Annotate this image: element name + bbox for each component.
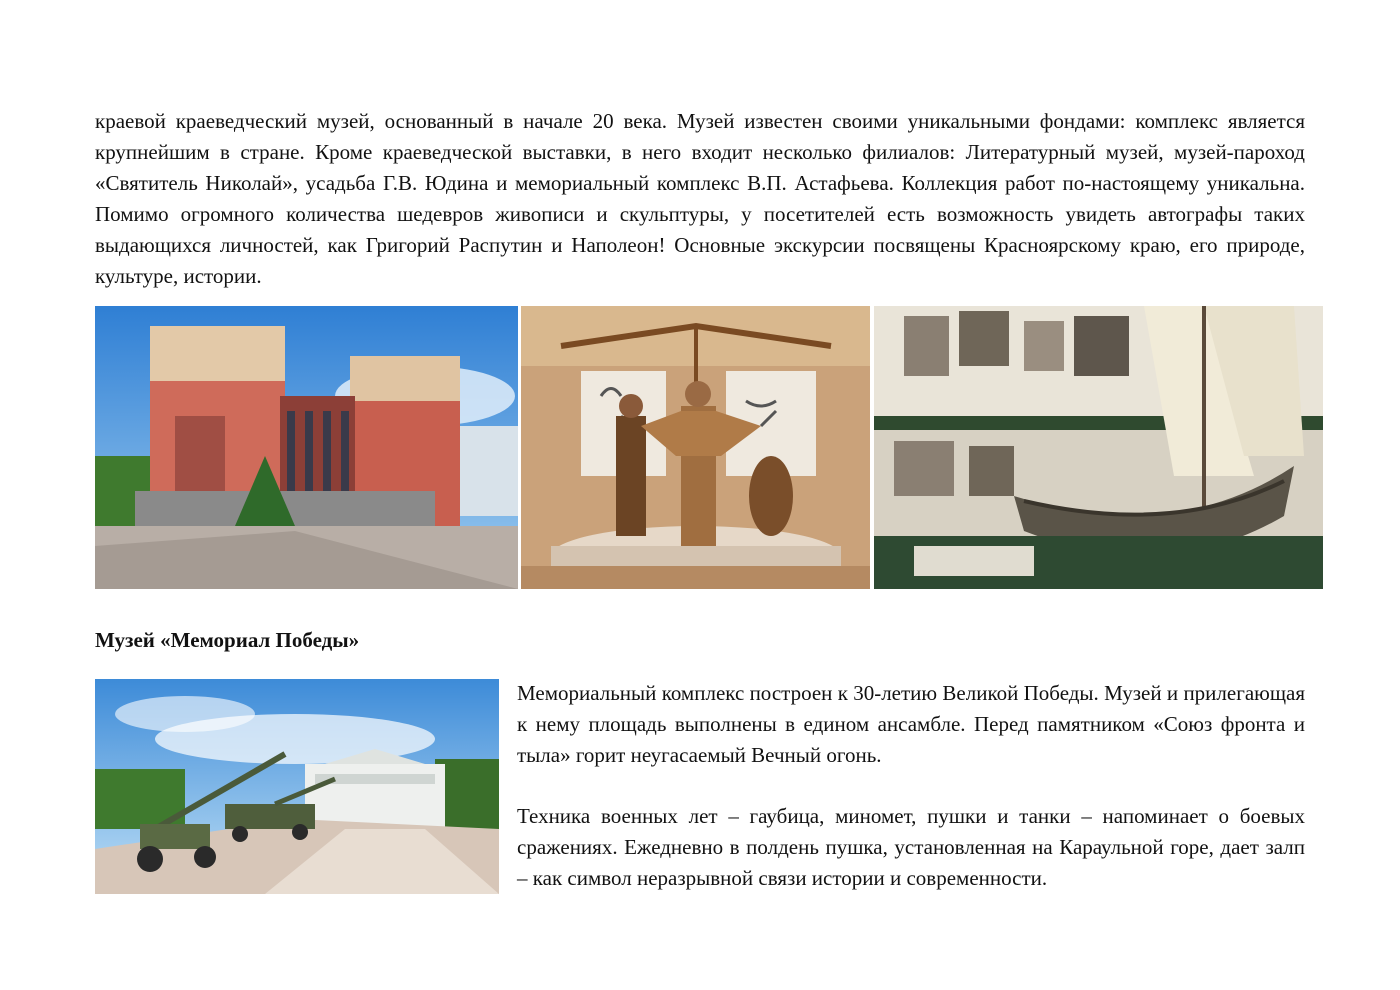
section-heading-victory-memorial: Музей «Мемориал Победы» xyxy=(95,628,360,652)
victory-memorial-paragraph-2: Техника военных лет – гаубица, миномет, пушки и танки – напоминает о боевых сражениях. Ежедневно в полдень пушка, установленная на Караульной горе, дает залп – как символ неразрывной связи истории и современности. xyxy=(517,804,1305,890)
ethnographic-exhibit-photo xyxy=(521,306,870,589)
museum-building-photo xyxy=(95,306,518,589)
museum-description-paragraph: краевой краеведческий музей, основанный в начале 20 века. Музей известен своими уникальными фондами: комплекс является крупнейшим в стране. Кроме краеведческой выставки, в него входит несколько филиалов: Литературный музей, музей-пароход «Святитель Николай», усадьба Г.В. Юдина и мемориальный комплекс В.П. Астафьева. Коллекция работ по-настоящему уникальна. Помимо огромного количества шедевров живописи и скульптуры, у посетителей есть возможность увидеть автографы таких выдающихся личностей, как Григорий Распутин и Наполеон! Основные экскурсии посвящены Красноярскому краю, его природе, культуре, истории. xyxy=(95,109,1305,288)
victory-memorial-paragraph-1: Мемориальный комплекс построен к 30-летию Великой Победы. Музей и прилегающая к нему площадь выполнены в едином ансамбле. Перед памятником «Союз фронта и тыла» горит неугасаемый Вечный огонь. xyxy=(517,681,1305,767)
victory-memorial-photo xyxy=(95,679,499,894)
boat-exhibit-photo xyxy=(874,306,1323,589)
